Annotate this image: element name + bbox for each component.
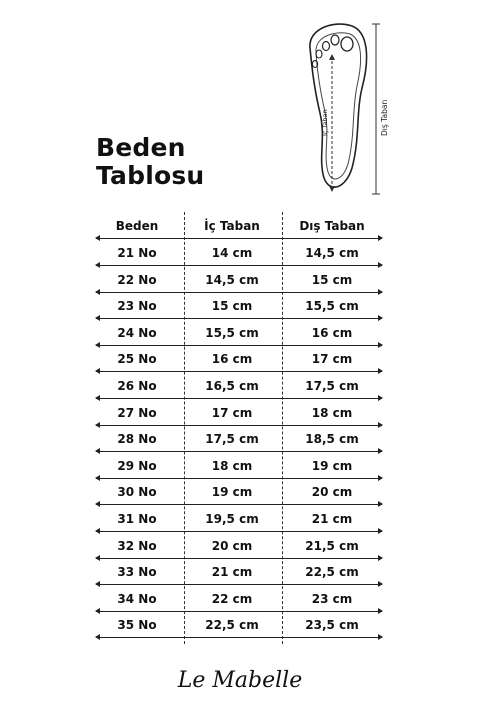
row-divider — [96, 318, 382, 319]
cell-dis-taban: 17 cm — [311, 352, 353, 367]
title-line-1: Beden — [96, 133, 186, 162]
outer-sole-label: Dış Taban — [380, 99, 389, 136]
row-divider — [96, 345, 382, 346]
cell-ic-taban: 15 cm — [211, 299, 253, 314]
cell-beden: 35 No — [117, 618, 157, 633]
row-divider — [96, 398, 382, 399]
cell-beden: 33 No — [117, 565, 157, 580]
cell-dis-taban: 17,5 cm — [305, 379, 359, 393]
row-divider — [96, 425, 382, 426]
cell-beden: 24 No — [117, 325, 157, 340]
cell-ic-taban: 22 cm — [211, 591, 253, 606]
cell-beden: 34 No — [117, 591, 157, 606]
header-dis-taban: Dış Taban — [299, 219, 365, 233]
row-divider — [96, 504, 382, 505]
header-beden: Beden — [115, 219, 159, 233]
row-divider — [96, 478, 382, 479]
row-divider — [96, 451, 382, 452]
cell-ic-taban: 22,5 cm — [205, 618, 259, 633]
row-divider — [96, 558, 382, 559]
cell-dis-taban: 18 cm — [311, 405, 353, 420]
cell-ic-taban: 21 cm — [211, 565, 253, 580]
row-divider — [96, 531, 382, 532]
cell-beden: 32 No — [117, 538, 157, 553]
cell-dis-taban: 15,5 cm — [305, 299, 359, 314]
cell-beden: 30 No — [117, 485, 157, 500]
cell-dis-taban: 18,5 cm — [305, 432, 359, 447]
cell-dis-taban: 19 cm — [311, 458, 353, 473]
cell-ic-taban: 20 cm — [211, 538, 253, 553]
cell-ic-taban: 17 cm — [211, 405, 253, 420]
cell-dis-taban: 22,5 cm — [305, 565, 359, 580]
row-divider — [96, 584, 382, 585]
cell-dis-taban: 23 cm — [311, 591, 353, 606]
header-ic-taban: İç Taban — [204, 219, 260, 233]
cell-dis-taban: 23,5 cm — [305, 618, 359, 633]
cell-beden: 28 No — [117, 432, 157, 447]
cell-beden: 21 No — [117, 246, 157, 260]
row-divider — [96, 637, 382, 638]
cell-dis-taban: 20 cm — [311, 485, 353, 500]
row-divider — [96, 238, 382, 239]
brand-logo: Le Mabelle — [177, 668, 303, 693]
cell-beden: 23 No — [117, 299, 157, 314]
cell-ic-taban: 19,5 cm — [205, 512, 259, 526]
cell-beden: 31 No — [117, 512, 157, 526]
cell-ic-taban: 14 cm — [211, 246, 253, 260]
cell-dis-taban: 21,5 cm — [305, 538, 359, 553]
cell-ic-taban: 14,5 cm — [205, 272, 259, 287]
cell-beden: 27 No — [117, 405, 157, 420]
cell-ic-taban: 15,5 cm — [205, 325, 259, 340]
title-line-2: Tablosu — [96, 161, 205, 190]
row-divider — [96, 292, 382, 293]
cell-ic-taban: 16,5 cm — [205, 379, 259, 393]
cell-beden: 25 No — [117, 352, 157, 367]
cell-ic-taban: 19 cm — [211, 485, 253, 500]
cell-beden: 29 No — [117, 458, 157, 473]
cell-beden: 26 No — [117, 379, 157, 393]
cell-ic-taban: 18 cm — [211, 458, 253, 473]
column-divider-1 — [184, 212, 185, 644]
cell-ic-taban: 16 cm — [211, 352, 253, 367]
row-divider — [96, 265, 382, 266]
cell-dis-taban: 15 cm — [311, 272, 353, 287]
cell-dis-taban: 16 cm — [311, 325, 353, 340]
cell-dis-taban: 21 cm — [311, 512, 353, 526]
cell-beden: 22 No — [117, 272, 157, 287]
row-divider — [96, 371, 382, 372]
inner-sole-label: İç Taban — [321, 109, 329, 136]
cell-dis-taban: 14,5 cm — [305, 246, 359, 260]
cell-ic-taban: 17,5 cm — [205, 432, 259, 447]
row-divider — [96, 611, 382, 612]
column-divider-2 — [282, 212, 283, 644]
